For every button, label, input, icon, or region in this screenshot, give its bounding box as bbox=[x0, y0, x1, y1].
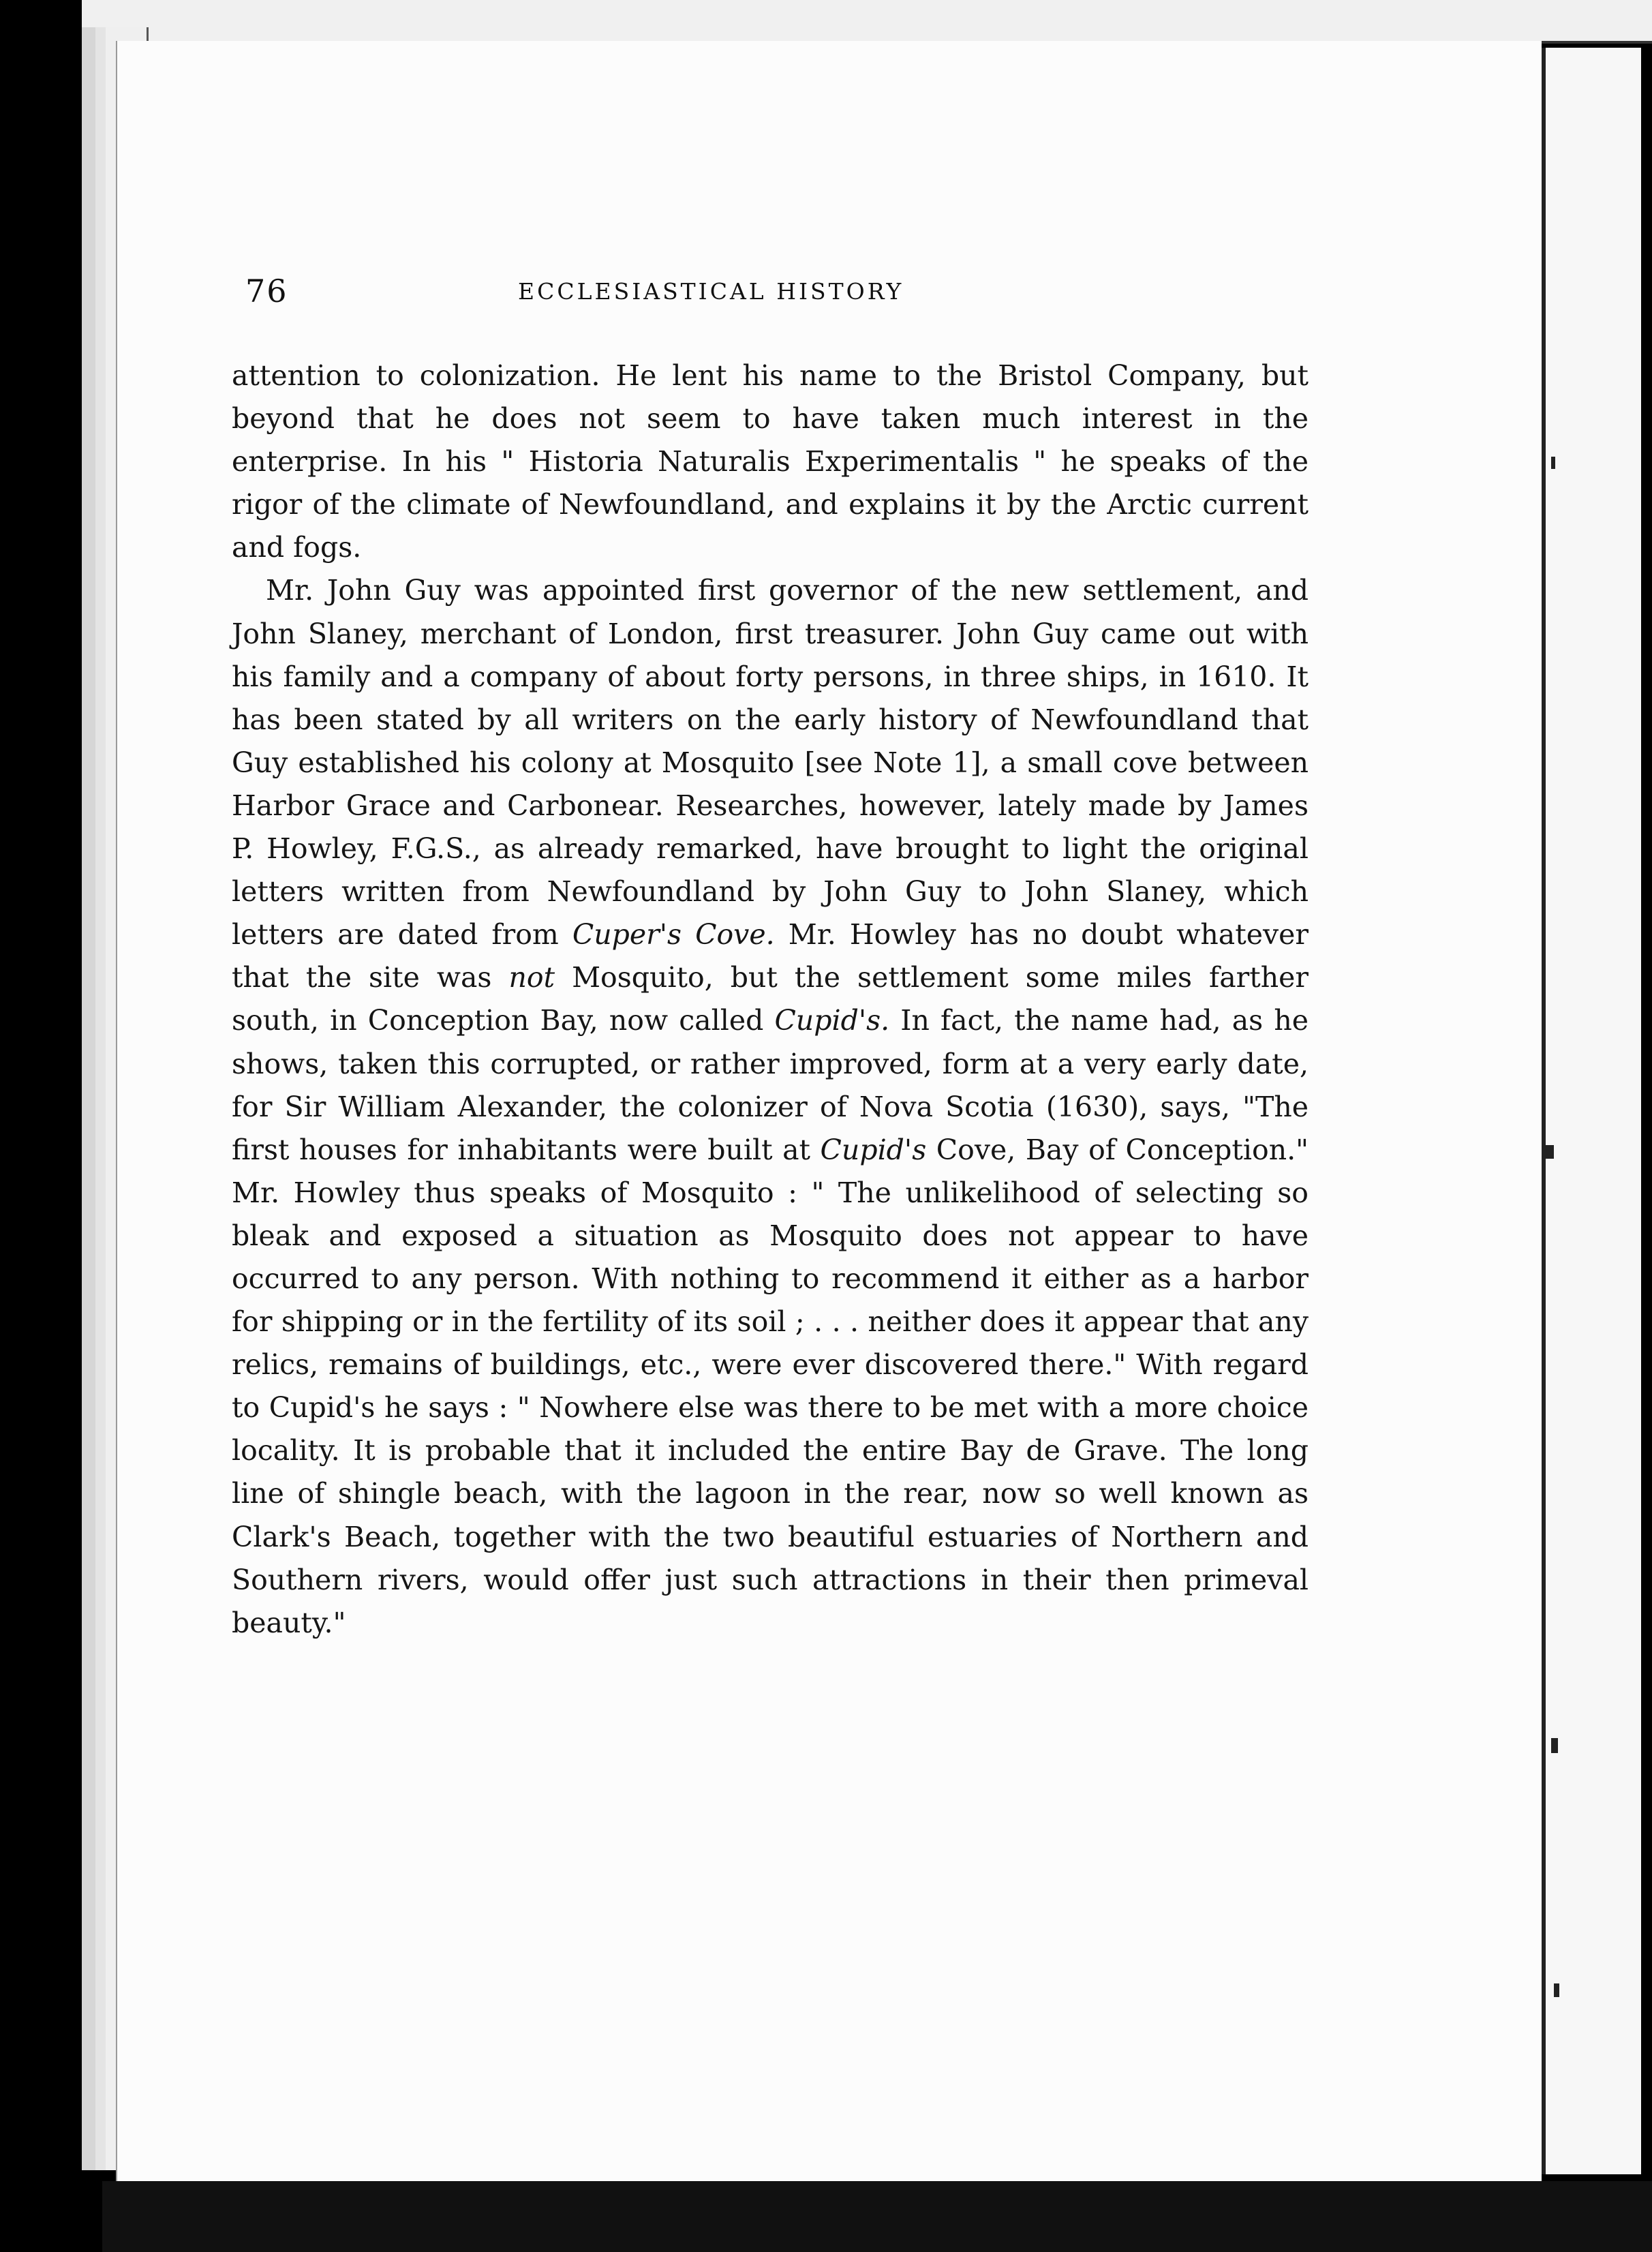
body-text bbox=[232, 354, 1309, 1645]
text-run: Mr. John Guy was appointed first governor of the new settlement, and John Slaney, merchant of London, first treasurer. John Guy came out with his family and a company of about forty persons, in three ships, in 1610. It has been stated by all writers on the early history of Newfoundland that Guy established his colony at Mosquito [see Note 1], a small cove between Harbor Grace and Carbonear. Researches, however, lately made by James P. Howley, F.G.S., as already remarked, have brought to light the original letters written from Newfoundland by John Guy to John Slaney, which letters are dated from bbox=[232, 574, 1309, 952]
book-top-edge bbox=[82, 0, 1652, 44]
text-run: attention to colonization. He lent his name to the Bristol Company, but beyond that he does not seem to have taken much interest in the enterprise. In his " Historia Naturalis Experimentalis " he speaks of the rigor of the climate of Newfoundland, and explains it by the Arctic current and fogs. bbox=[232, 359, 1309, 564]
running-title: ECCLESIASTICAL HISTORY bbox=[518, 278, 904, 305]
scan-speck bbox=[1551, 457, 1555, 469]
italic-text: Cupid's. bbox=[774, 1004, 890, 1037]
paragraph bbox=[232, 354, 1309, 569]
scan-speck bbox=[1546, 1145, 1554, 1159]
scan-speck bbox=[1551, 1738, 1558, 1753]
text-run: In fact, the name had, as he shows, taken this corrupted, or rather improved, form at a very early date, for Sir William Alexander, the colonizer of Nova Scotia (1630), says, "The first houses for inhabitants were built at bbox=[232, 1004, 1309, 1166]
running-head bbox=[245, 273, 1152, 314]
italic-text: not bbox=[508, 961, 555, 994]
book-bottom-edge bbox=[102, 2181, 1652, 2252]
scan-speck bbox=[1554, 1983, 1559, 1997]
text-run: Cove, Bay of Conception." Mr. Howley thus speaks of Mosquito : " The unlikelihood of selecting so bleak and exposed a situation as Mosquito does not appear to have occurred to any person. With nothing to recommend it either as a harbor for shipping or in the fertility of its soil ; . . . neither does it appear that any relics, remains of buildings, etc., were ever discovered there." With regard to Cupid's he says : " Nowhere else was there to be met with a more choice locality. It is probable that it included the entire Bay de Grave. The long line of shingle beach, with the lagoon in the rear, now so well known as Clark's Beach, together with the two beautiful estuaries of Northern and Southern rivers, would offer just such attractions in their then primeval beauty." bbox=[232, 1133, 1309, 1639]
facing-page-edge bbox=[1542, 48, 1641, 2174]
page-number: 76 bbox=[245, 273, 288, 309]
text-run: Mr. Howley has no doubt whatever that the site was bbox=[232, 918, 1309, 994]
paragraph bbox=[232, 569, 1309, 1644]
italic-text: Cuper's Cove. bbox=[572, 918, 775, 952]
text-run: Mosquito, but the settlement some miles farther south, in Conception Bay, now called bbox=[232, 961, 1309, 1037]
italic-text: Cupid's bbox=[820, 1133, 927, 1166]
